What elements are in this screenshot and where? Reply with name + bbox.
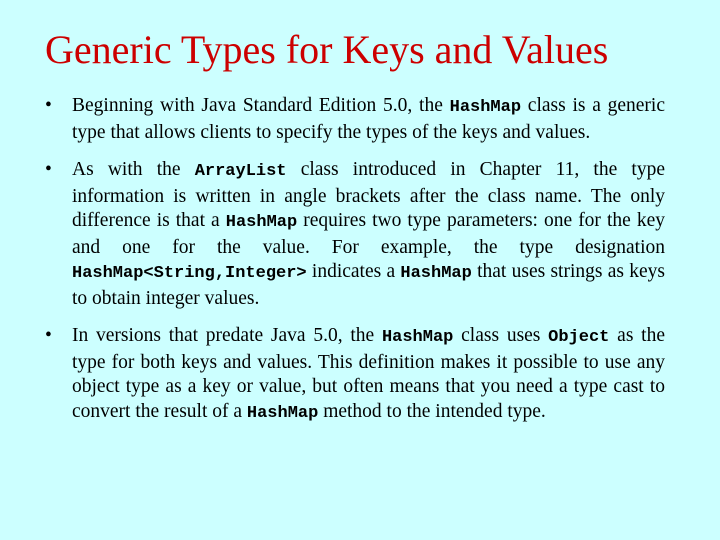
text-run: class introduced in Chapter 11, the type information is written in angle brackets after the class name. The only difference is that a [72,159,665,231]
bullet-text [72,159,665,309]
code-text: HashMap [381,328,454,347]
text-run: indicates a [306,261,401,282]
code-text: ArrayList [194,162,287,181]
slide-title: Generic Types for Keys and Values [45,27,609,72]
text-run: class uses [453,325,549,346]
text-run: In versions that predate Java 5.0, the [72,325,382,346]
bullet-text [72,95,665,143]
code-text: HashMap [449,98,522,117]
code-text: HashMap [246,403,319,423]
text-run: requires two type parameters: one for the key and one for the value. For example, the type designation [72,210,665,258]
bullet-item [45,158,665,311]
code-text: Object [548,328,610,347]
text-run: that uses strings as keys to obtain integer values. [72,261,665,309]
text-run: method to the intended type. [318,400,546,422]
bullet-marker: • [45,159,52,180]
bullet-text [72,325,665,422]
code-text: HashMap [400,264,472,283]
text-run: class is a generic type that allows clients to specify the types of the keys and values. [72,95,665,143]
bullet-item [45,324,665,426]
bullet-marker: • [45,95,52,116]
bullet-item [45,94,665,145]
text-run: Beginning with Java Standard Edition 5.0, the [72,95,450,116]
text-run: as the type for both keys and values. This definition makes it possible to use any object type as a key or value, but often means that you need a type cast to convert the result of a [72,325,665,422]
bullet-marker: • [45,325,52,346]
code-text: HashMap [225,213,298,232]
code-text: HashMap<String,Integer> [72,264,307,283]
text-run: As with the [72,159,195,180]
bullet-list [45,94,665,439]
